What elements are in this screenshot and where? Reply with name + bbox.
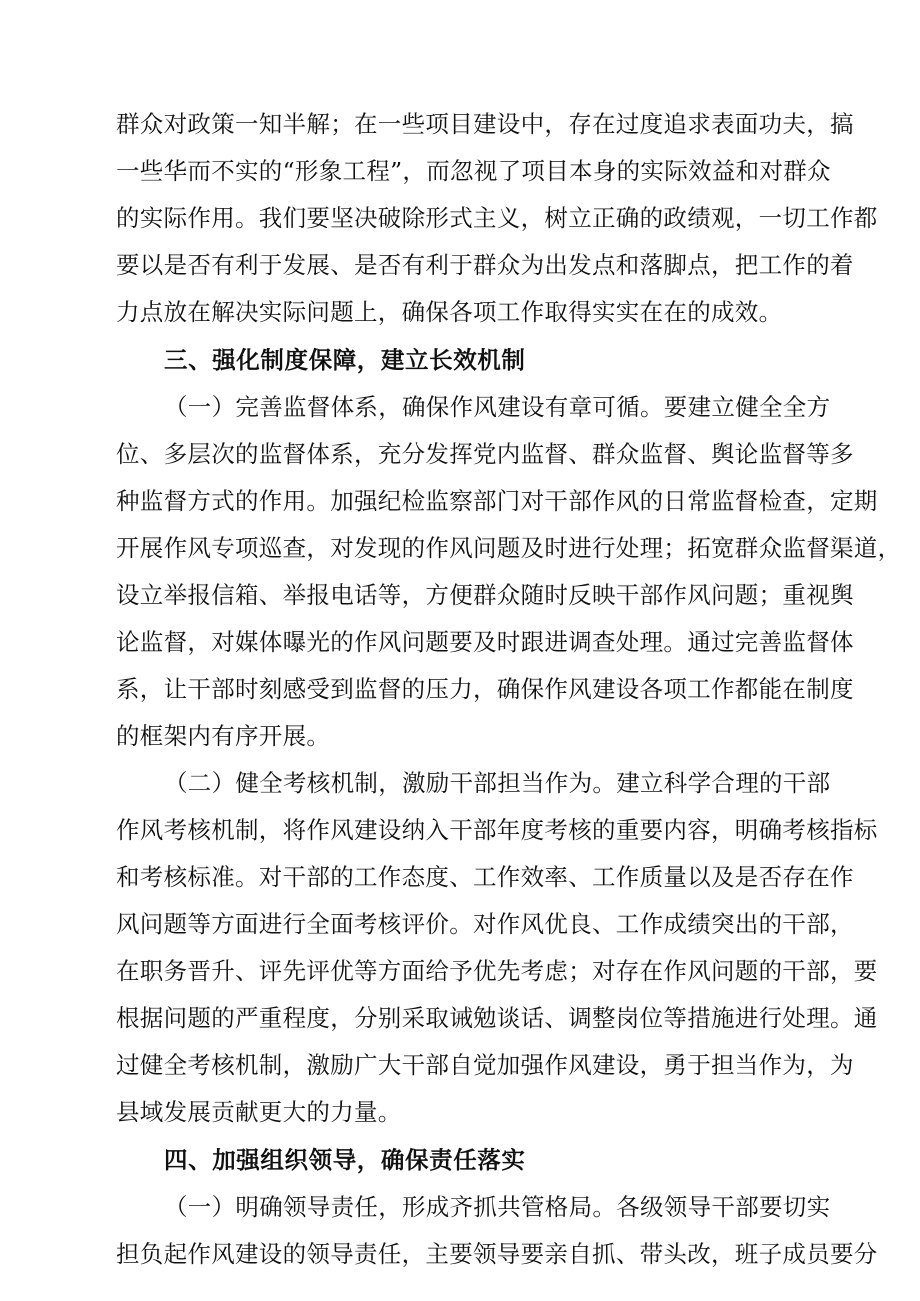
paragraph-line: 和考核标准。对干部的工作态度、工作效率、工作质量以及是否存在作 <box>116 863 854 891</box>
paragraph-line: 设立举报信箱、举报电话等，方便群众随时反映干部作风问题；重视舆 <box>116 581 854 609</box>
paragraph-line: 过健全考核机制，激励广大干部自觉加强作风建设，勇于担当作为，为 <box>116 1051 854 1079</box>
paragraph-line: 论监督，对媒体曝光的作风问题要及时跟进调查处理。通过完善监督体 <box>116 628 854 656</box>
section-heading-3: 三、强化制度保障，建立长效机制 <box>164 346 526 374</box>
paragraph-line: 风问题等方面进行全面考核评价。对作风优良、工作成绩突出的干部， <box>116 910 854 938</box>
paragraph-line: 力点放在解决实际问题上，确保各项工作取得实实在在的成效。 <box>116 298 783 326</box>
subsection-line: （二）健全考核机制，激励干部担当作为。建立科学合理的干部 <box>164 769 831 797</box>
paragraph-line: 要以是否有利于发展、是否有利于群众为出发点和落脚点，把工作的着 <box>116 251 854 279</box>
paragraph-line: 作风考核机制，将作风建设纳入干部年度考核的重要内容，明确考核指标 <box>116 816 878 844</box>
subsection-line: （一）明确领导责任，形成齐抓共管格局。各级领导干部要切实 <box>164 1193 831 1221</box>
paragraph-line: 群众对政策一知半解；在一些项目建设中，存在过度追求表面功夫，搞 <box>116 110 854 138</box>
paragraph-line: 种监督方式的作用。加强纪检监察部门对干部作风的日常监督检查，定期 <box>116 487 878 515</box>
paragraph-line: 担负起作风建设的领导责任，主要领导要亲自抓、带头改，班子成员要分 <box>116 1240 878 1268</box>
subsection-line: （一）完善监督体系，确保作风建设有章可循。要建立健全全方 <box>164 393 831 421</box>
paragraph-line: 的框架内有序开展。 <box>116 722 331 750</box>
paragraph-line: 根据问题的严重程度，分别采取诫勉谈话、调整岗位等措施进行处理。通 <box>116 1004 878 1032</box>
paragraph-line: 一些华而不实的“形象工程”，而忽视了项目本身的实际效益和对群众 <box>116 157 831 185</box>
paragraph-line: 在职务晋升、评先评优等方面给予优先考虑；对存在作风问题的干部，要 <box>116 957 878 985</box>
paragraph-line: 位、多层次的监督体系，充分发挥党内监督、群众监督、舆论监督等多 <box>116 440 854 468</box>
paragraph-line: 县域发展贡献更大的力量。 <box>116 1098 402 1126</box>
paragraph-line: 系，让干部时刻感受到监督的压力，确保作风建设各项工作都能在制度 <box>116 675 854 703</box>
paragraph-line: 开展作风专项巡查，对发现的作风问题及时进行处理；拓宽群众监督渠道， <box>116 534 902 562</box>
section-heading-4: 四、加强组织领导，确保责任落实 <box>164 1146 526 1174</box>
paragraph-line: 的实际作用。我们要坚决破除形式主义，树立正确的政绩观，一切工作都 <box>116 204 878 232</box>
